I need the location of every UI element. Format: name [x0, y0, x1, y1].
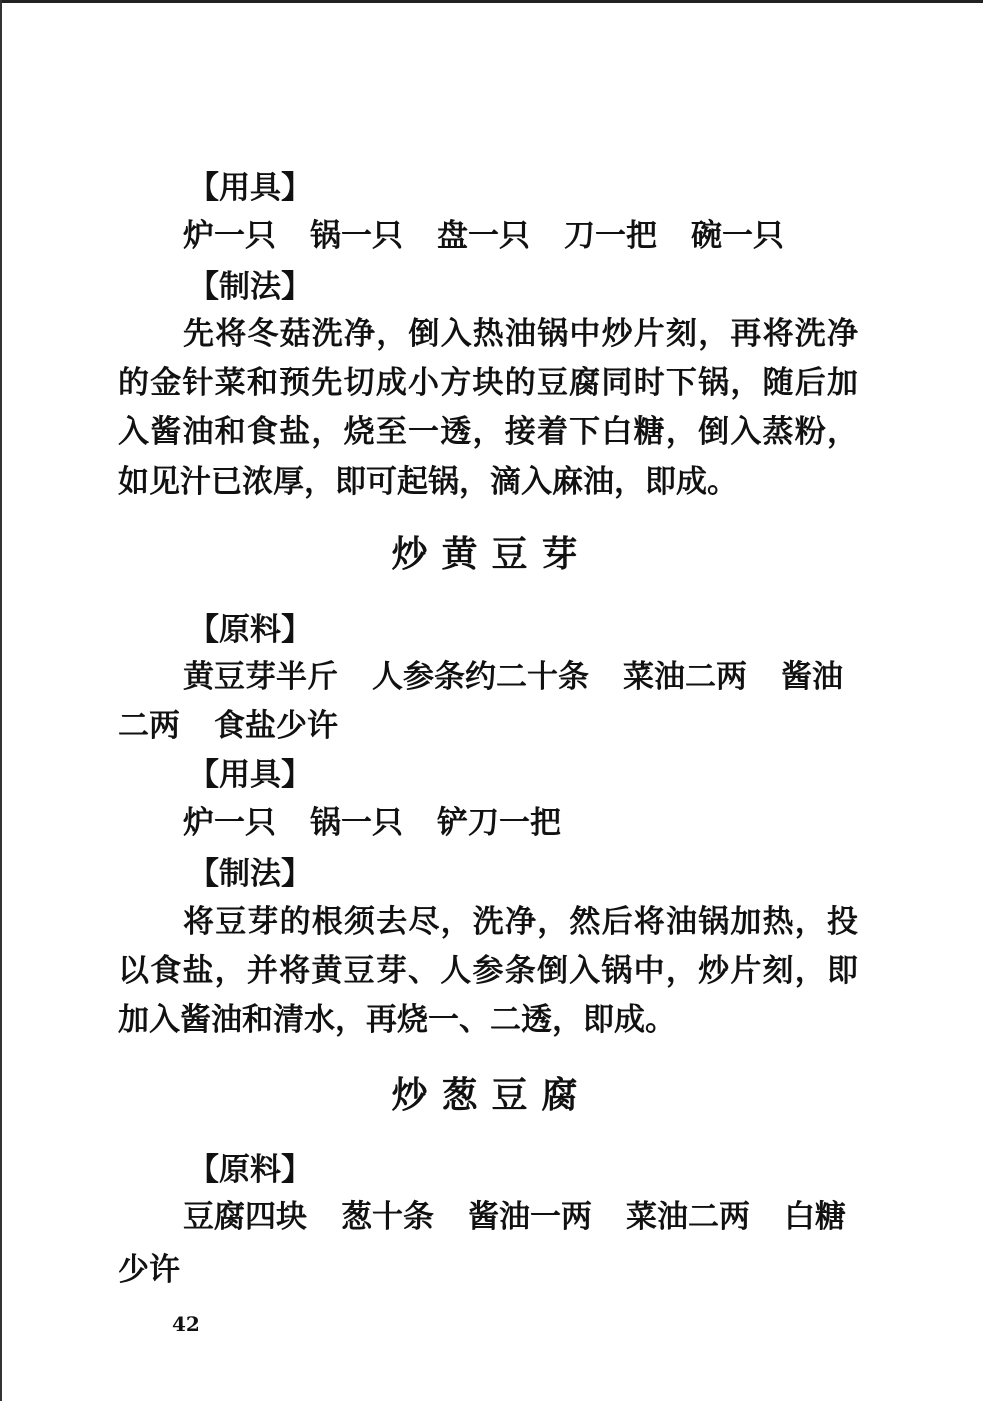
ingredients-2-line-1 — [183, 657, 843, 697]
method-label-2: 【制法】 — [188, 856, 312, 892]
method-1-line-4: 如见汁已浓厚，即可起锅，滴入麻油，即成。 — [118, 464, 738, 500]
ingredient-item: 酱油 — [781, 659, 843, 695]
ingredient-item: 菜油二两 — [623, 659, 747, 695]
tool-item: 锅一只 — [310, 805, 403, 841]
ingredient-item: 黄豆芽半斤 — [183, 659, 338, 695]
ingredient-item: 二两 — [118, 708, 180, 744]
method-2-line-3: 加入酱油和清水，再烧一、二透，即成。 — [118, 1002, 676, 1038]
ingredients-3-line-2: 少许 — [118, 1252, 180, 1288]
ingredient-item: 菜油二两 — [626, 1199, 750, 1235]
ingredient-item: 白糖 — [784, 1199, 846, 1235]
tool-item: 锅一只 — [310, 218, 403, 254]
ingredient-item: 葱十条 — [341, 1199, 434, 1235]
ingredients-3-line-1 — [183, 1197, 846, 1237]
recipe-title-stir-fried-scallion-tofu: 炒葱豆腐 — [391, 1074, 592, 1116]
method-label-1: 【制法】 — [188, 269, 312, 305]
tool-item: 炉一只 — [183, 218, 276, 254]
ingredient-item: 食盐少许 — [214, 708, 338, 744]
tools-list-1 — [183, 216, 784, 256]
tools-label-2: 【用具】 — [188, 757, 312, 793]
method-1-line-2: 的金针菜和预先切成小方块的豆腐同时下锅，随后加 — [118, 365, 858, 401]
tools-list-2 — [183, 803, 561, 843]
method-1-line-3: 入酱油和食盐，烧至一透，接着下白糖，倒入蒸粉， — [118, 414, 858, 450]
ingredient-item: 酱油一两 — [468, 1199, 592, 1235]
left-border-rule — [0, 0, 2, 1401]
recipe-title-stir-fried-soybean-sprouts: 炒黄豆芽 — [391, 533, 592, 575]
tool-item: 铲刀一把 — [437, 805, 561, 841]
ingredient-item: 豆腐四块 — [183, 1199, 307, 1235]
tool-item: 盘一只 — [437, 218, 530, 254]
method-2-line-1: 将豆芽的根须去尽，洗净，然后将油锅加热，投 — [183, 904, 858, 940]
tool-item: 刀一把 — [564, 218, 657, 254]
ingredients-label-3: 【原料】 — [188, 1152, 312, 1188]
ingredients-2-line-2 — [118, 706, 338, 746]
tools-label-1: 【用具】 — [188, 170, 312, 206]
ingredient-item: 人参条约二十条 — [372, 659, 589, 695]
method-2-line-2: 以食盐，并将黄豆芽、人参条倒入锅中，炒片刻，即 — [118, 953, 858, 989]
tool-item: 碗一只 — [691, 218, 784, 254]
tool-item: 炉一只 — [183, 805, 276, 841]
top-border-rule — [0, 0, 983, 3]
ingredients-label-2: 【原料】 — [188, 612, 312, 648]
method-1-line-1: 先将冬菇洗净，倒入热油锅中炒片刻，再将洗净 — [183, 316, 858, 352]
page-number: 42 — [172, 1312, 200, 1336]
